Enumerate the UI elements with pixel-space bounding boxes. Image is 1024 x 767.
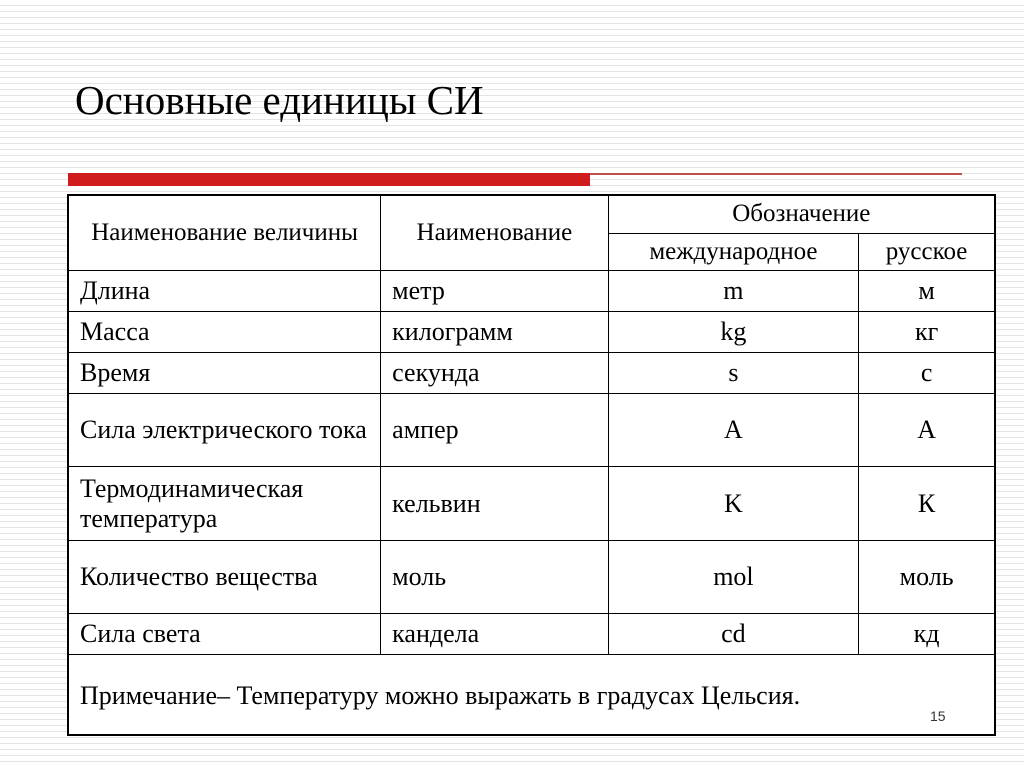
table-row [68,353,995,394]
cell-quantity: Время [68,353,381,394]
si-units-table [67,194,996,736]
table-row [68,613,995,654]
cell-quantity: Сила света [68,613,381,654]
slide-title: Основные единицы СИ [75,77,484,123]
cell-name: кельвин [381,467,608,540]
cell-russian: кд [859,613,995,654]
table-row [68,270,995,311]
table-row [68,311,995,352]
cell-russian: м [859,270,995,311]
table-note: Примечание– Температуру можно выражать в градусах Цельсия. [68,655,995,735]
header-quantity: Наименование величины [68,195,381,270]
table-row [68,394,995,467]
cell-russian: с [859,353,995,394]
cell-quantity: Термодинамическая температура [68,467,381,540]
title-rule [590,173,962,175]
cell-name: ампер [381,394,608,467]
cell-intl: kg [608,311,859,352]
cell-quantity: Масса [68,311,381,352]
table-row [68,467,995,540]
note-row [68,655,995,735]
cell-russian: К [859,467,995,540]
header-intl: международное [608,233,859,270]
cell-quantity: Длина [68,270,381,311]
cell-quantity: Сила электрического тока [68,394,381,467]
header-russian: русское [859,233,995,270]
cell-intl: mol [608,540,859,613]
cell-intl: s [608,353,859,394]
cell-name: секунда [381,353,608,394]
cell-russian: кг [859,311,995,352]
cell-russian: моль [859,540,995,613]
cell-intl: m [608,270,859,311]
cell-intl: A [608,394,859,467]
cell-name: метр [381,270,608,311]
header-symbol: Обозначение [608,195,995,233]
accent-bar [68,173,590,186]
cell-russian: А [859,394,995,467]
page-number: 15 [930,708,946,724]
cell-quantity: Количество вещества [68,540,381,613]
cell-intl: cd [608,613,859,654]
table-row [68,540,995,613]
cell-name: килограмм [381,311,608,352]
cell-intl: K [608,467,859,540]
cell-name: кандела [381,613,608,654]
cell-name: моль [381,540,608,613]
header-name: Наименование [381,195,608,270]
